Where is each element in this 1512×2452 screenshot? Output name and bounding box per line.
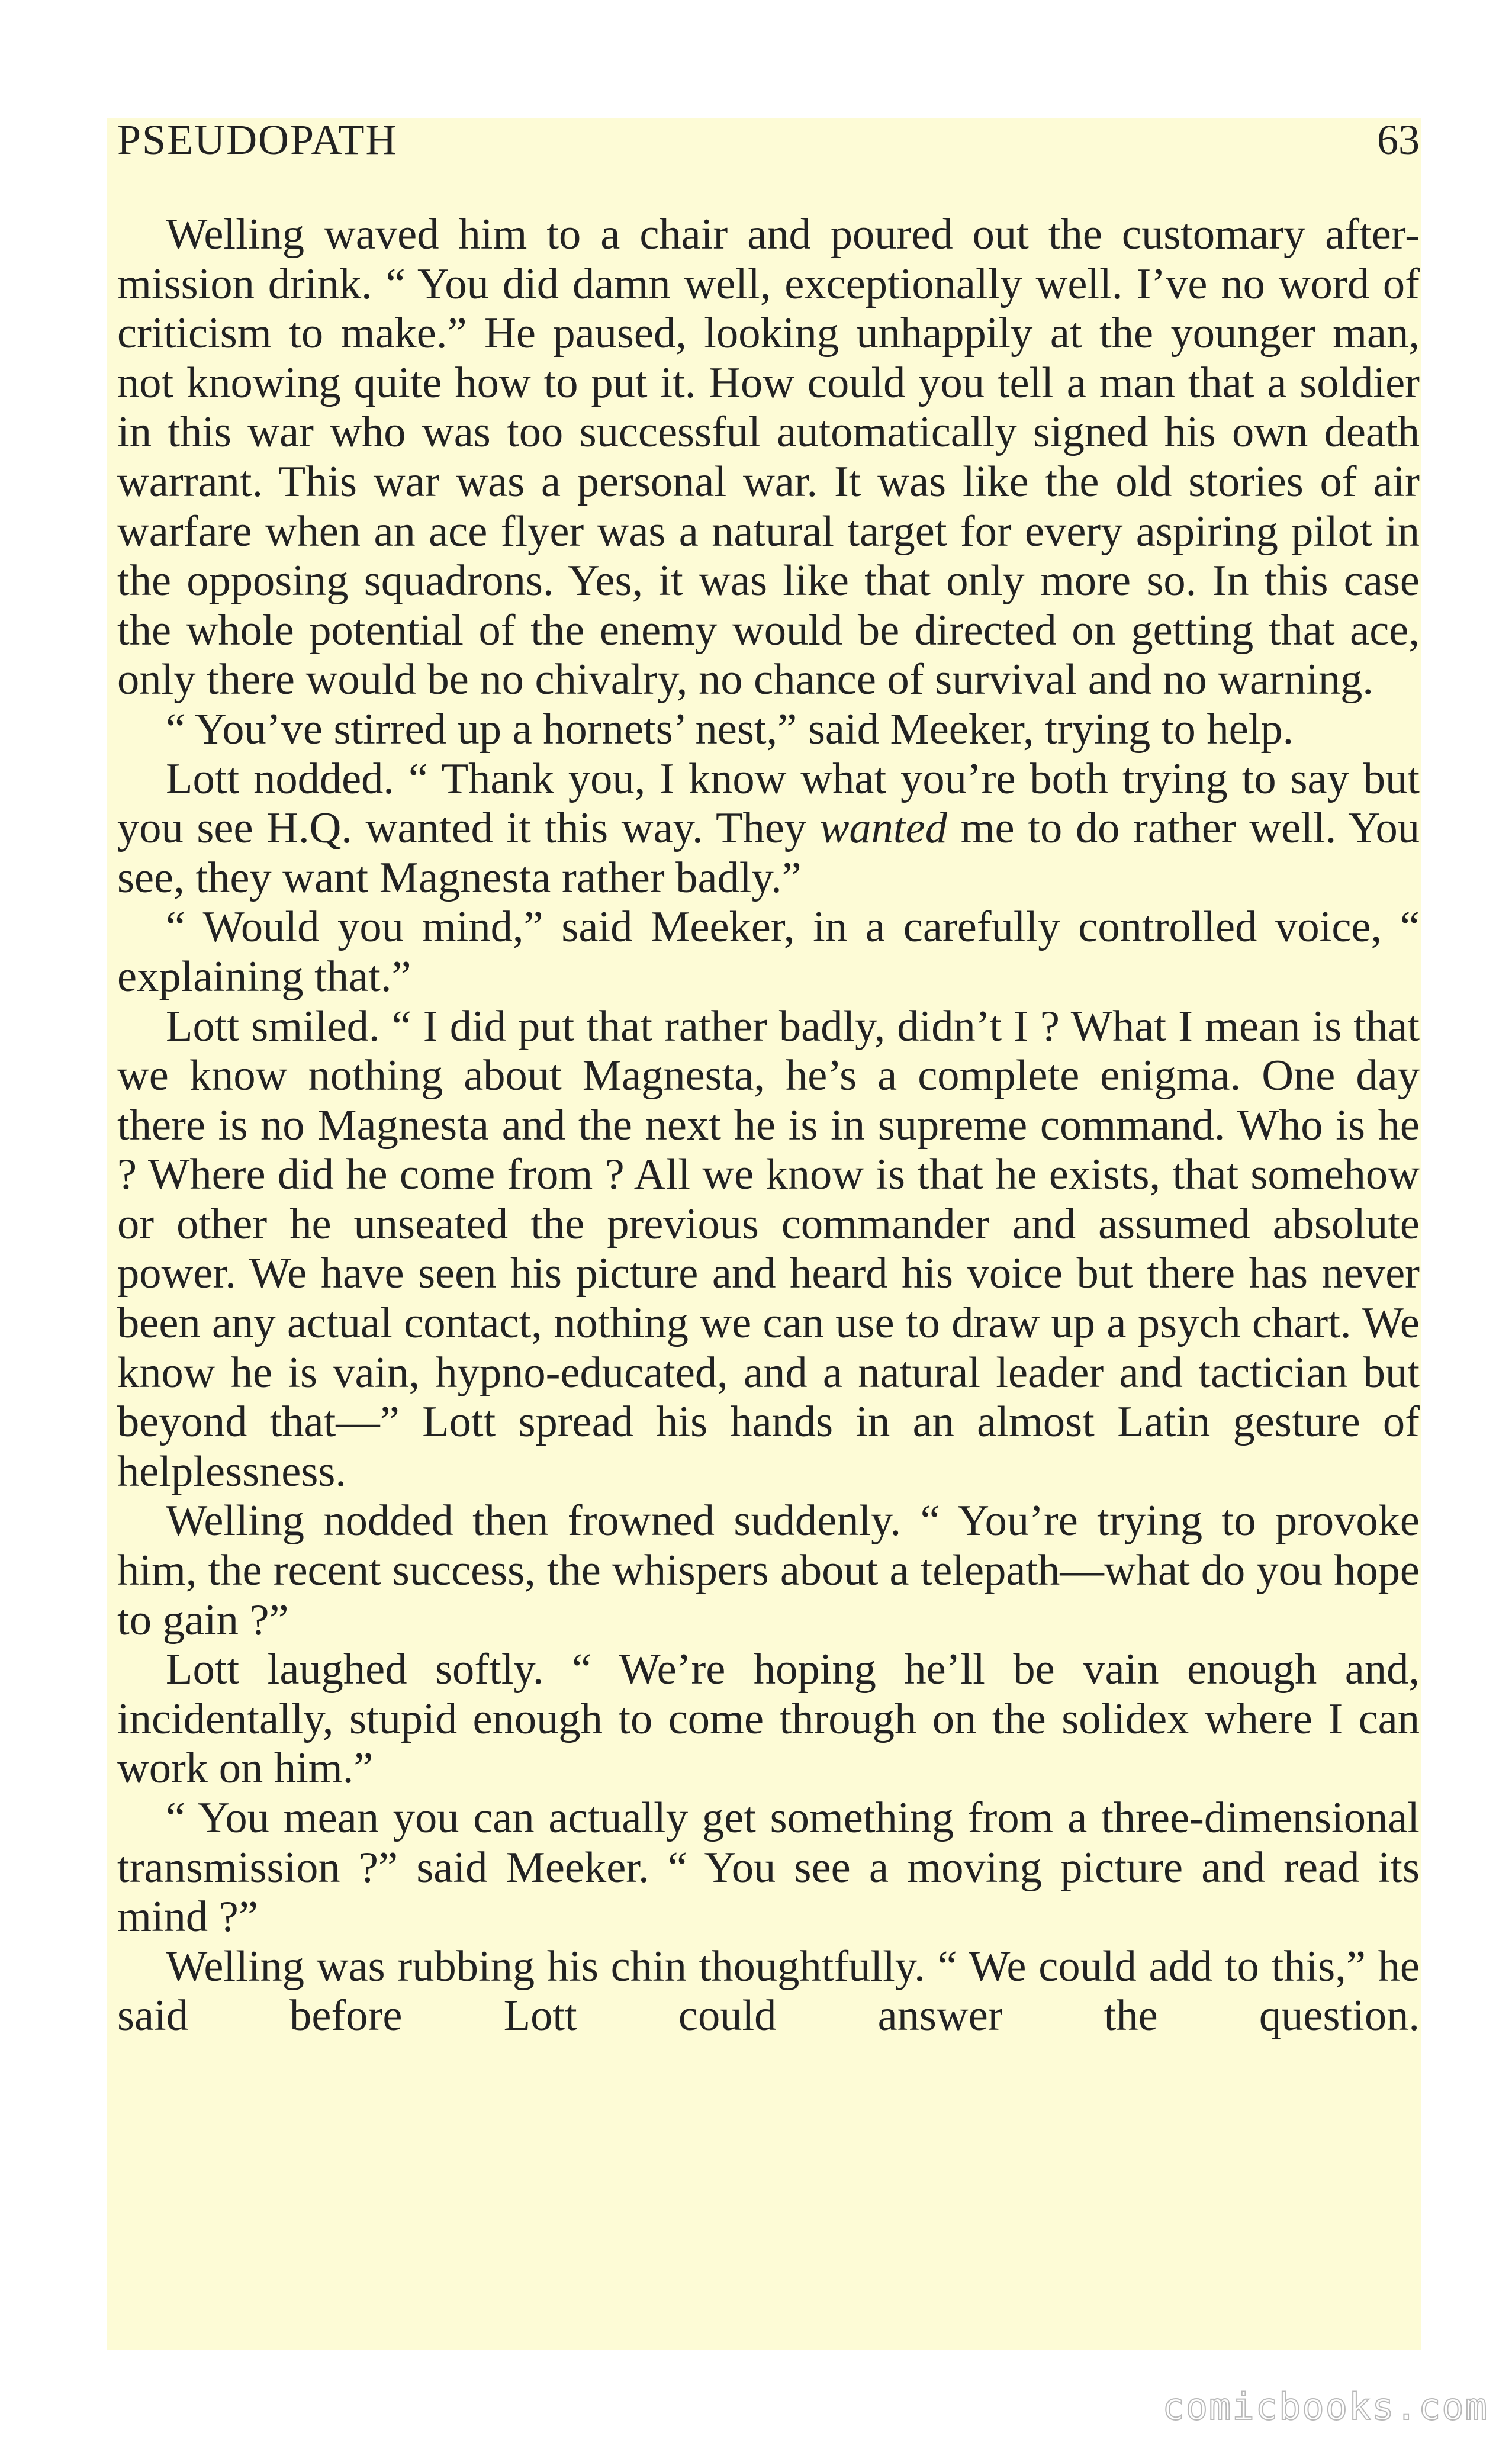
paragraph-9: Welling was rubbing his chin thoughtfully. “ We could add to this,” he said before Lott could answer the question. bbox=[117, 1942, 1420, 2041]
paragraph-8: “ You mean you can actually get something from a three-dimensional transmission ?” said Meeker. “ You see a moving picture and read its mind ?” bbox=[117, 1794, 1420, 1942]
page-number: 63 bbox=[1377, 116, 1420, 163]
paragraph-7: Lott laughed softly. “ We’re hoping he’ll be vain enough and, incidentally, stupid enough to come through on the solidex where I can work on him.” bbox=[117, 1645, 1420, 1793]
paragraph-3 bbox=[117, 755, 1420, 903]
watermark: comicbooks.com bbox=[1162, 2385, 1488, 2428]
body-text bbox=[117, 210, 1420, 2041]
paragraph-3-before: Lott nodded. “ Thank you, I know what you’re both trying to say but you see H.Q. wanted it this way. They bbox=[117, 754, 1420, 853]
running-title: PSEUDOPATH bbox=[117, 116, 398, 163]
paragraph-6: Welling nodded then frowned suddenly. “ You’re trying to provoke him, the recent success, the whispers about a telepath—what do you hope to gain ?” bbox=[117, 1497, 1420, 1645]
paragraph-3-emphasis: wanted bbox=[819, 804, 947, 853]
paragraph-4: “ Would you mind,” said Meeker, in a carefully controlled voice, “ explaining that.” bbox=[117, 903, 1420, 1001]
paragraph-1: Welling waved him to a chair and poured out the customary after-mission drink. “ You did damn well, exceptionally well. I’ve no word of criticism to make.” He paused, looking unhappily at the younger man, not knowing quite how to put it. How could you tell a man that a soldier in this war who was too successful automatically signed his own death warrant. This war was a personal war. It was like the old stories of air warfare when an ace flyer was a natural target for every aspiring pilot in the opposing squadrons. Yes, it was like that only more so. In this case the whole potential of the enemy would be directed on getting that ace, only there would be no chivalry, no chance of survival and no warning. bbox=[117, 210, 1420, 704]
paragraph-5: Lott smiled. “ I did put that rather badly, didn’t I ? What I mean is that we know nothing about Magnesta, he’s a complete enigma. One day there is no Magnesta and the next he is in supreme command. Who is he ? Where did he come from ? All we know is that he exists, that somehow or other he unseated the previous commander and assumed absolute power. We have seen his picture and heard his voice but there has never been any actual contact, nothing we can use to draw up a psych chart. We know he is vain, hypno-educated, and a natural leader and tactician but beyond that—” Lott spread his hands in an almost Latin gesture of helplessness. bbox=[117, 1002, 1420, 1496]
paragraph-2: “ You’ve stirred up a hornets’ nest,” said Meeker, trying to help. bbox=[166, 704, 1294, 754]
running-header bbox=[117, 115, 1420, 175]
paragraph-3-after: me to do rather well. You see, they want Magnesta rather badly.” bbox=[117, 804, 1420, 902]
